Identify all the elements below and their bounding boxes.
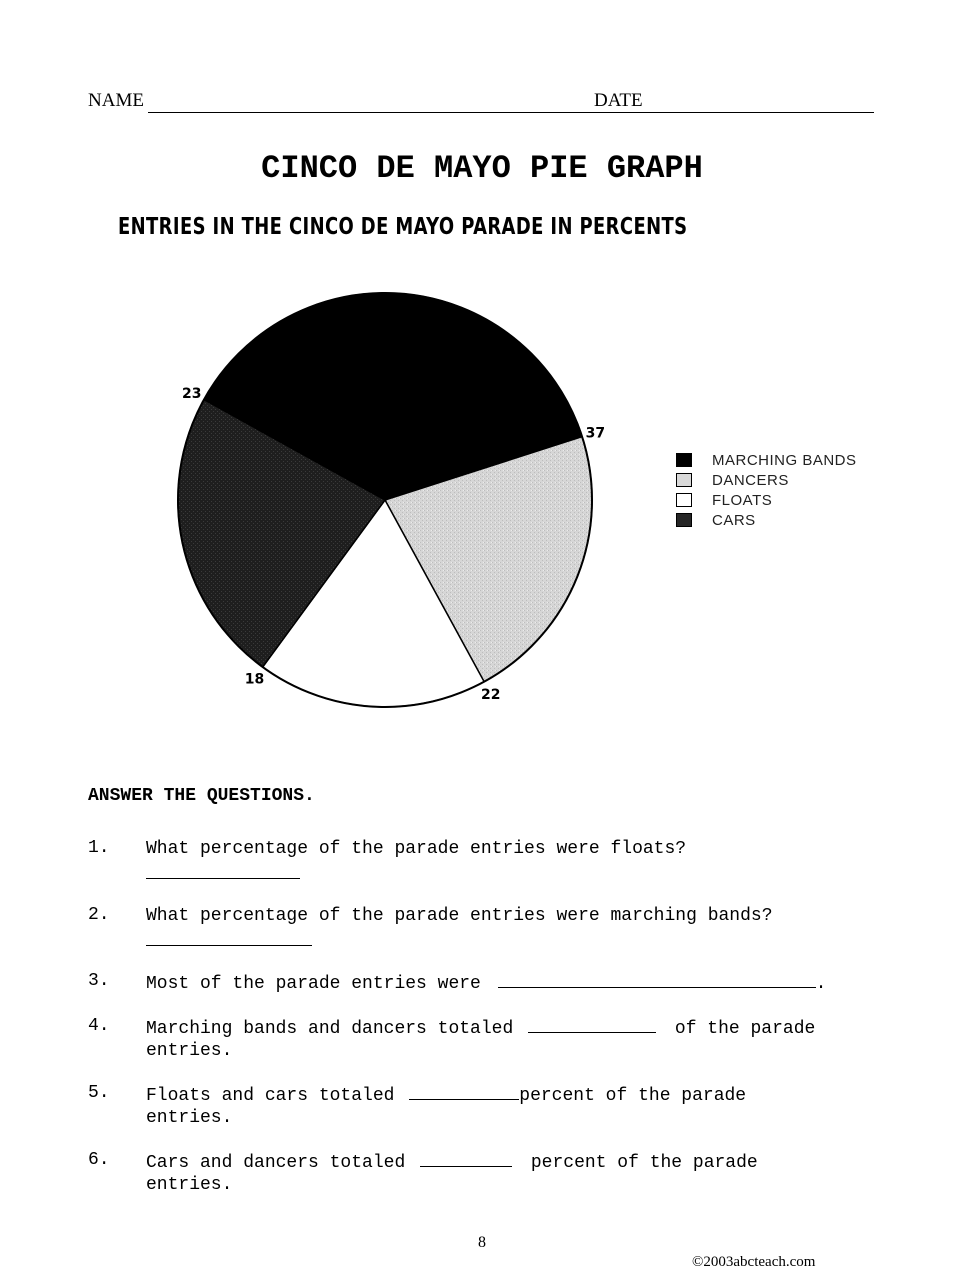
question-text-part: Floats and cars totaled (146, 1086, 395, 1106)
question-text-part: entries. (146, 1108, 233, 1128)
question-text (146, 1083, 746, 1129)
question-text-part: . (815, 974, 827, 994)
legend-swatch (676, 453, 692, 467)
question-number: 3. (88, 971, 110, 991)
chart-title: ENTRIES IN THE CINCO DE MAYO PARADE IN PERCENTS (118, 214, 688, 240)
name-line (148, 112, 676, 113)
question-text-part: percent of the parade (519, 1086, 747, 1106)
question-4 (88, 1016, 878, 1066)
legend-swatch (676, 473, 692, 487)
question-1 (88, 838, 878, 888)
question-text-part: Cars and dancers totaled (146, 1153, 406, 1173)
question-text (146, 1150, 758, 1196)
date-label: DATE (594, 90, 643, 111)
question-text: What percentage of the parade entries were floats? (146, 839, 687, 859)
question-2 (88, 905, 878, 955)
questions-heading: ANSWER THE QUESTIONS. (88, 786, 315, 806)
legend-label: CARS (712, 511, 756, 529)
answer-blank[interactable] (409, 1083, 519, 1100)
question-number: 1. (88, 838, 110, 858)
legend-item-cars (676, 510, 876, 530)
question-3 (88, 971, 878, 1001)
legend-swatch (676, 493, 692, 507)
question-6 (88, 1150, 878, 1200)
question-5 (88, 1083, 878, 1133)
question-number: 5. (88, 1083, 110, 1103)
question-text-part: Most of the parade entries were (146, 974, 481, 994)
question-number: 4. (88, 1016, 110, 1036)
name-date-header (88, 90, 888, 120)
question-text-part: percent of the parade (530, 1153, 758, 1173)
question-text-part: Marching bands and dancers totaled (146, 1019, 514, 1039)
answer-line[interactable] (146, 945, 312, 946)
question-number: 2. (88, 905, 110, 925)
pie-slice-label: 37 (585, 425, 606, 442)
name-label: NAME (88, 90, 144, 111)
legend-item-dancers (676, 470, 876, 490)
legend-label: MARCHING BANDS (712, 451, 857, 469)
answer-blank[interactable] (528, 1016, 656, 1033)
chart-legend (676, 450, 876, 530)
answer-blank[interactable] (420, 1150, 512, 1167)
question-text (146, 971, 826, 995)
legend-swatch (676, 513, 692, 527)
pie-slice-label: 18 (244, 671, 265, 688)
copyright-notice: ©2003abcteach.com (692, 1254, 816, 1270)
question-text: What percentage of the parade entries were marching bands? (146, 906, 773, 926)
legend-label: DANCERS (712, 471, 789, 489)
answer-line[interactable] (146, 878, 300, 879)
date-line (648, 112, 874, 113)
question-text-part: entries. (146, 1175, 233, 1195)
pie-slice-label: 23 (181, 385, 202, 402)
legend-label: FLOATS (712, 491, 773, 509)
question-text-part: of the parade (674, 1019, 816, 1039)
legend-item-floats (676, 490, 876, 510)
page-title: CINCO DE MAYO PIE GRAPH (261, 150, 703, 187)
pie-slice-label: 22 (481, 687, 501, 703)
question-text (146, 1016, 815, 1062)
question-text-part: entries. (146, 1041, 233, 1061)
answer-blank[interactable] (498, 971, 816, 988)
legend-item-marching-bands (676, 450, 876, 470)
page-number: 8 (478, 1234, 486, 1251)
question-number: 6. (88, 1150, 110, 1170)
